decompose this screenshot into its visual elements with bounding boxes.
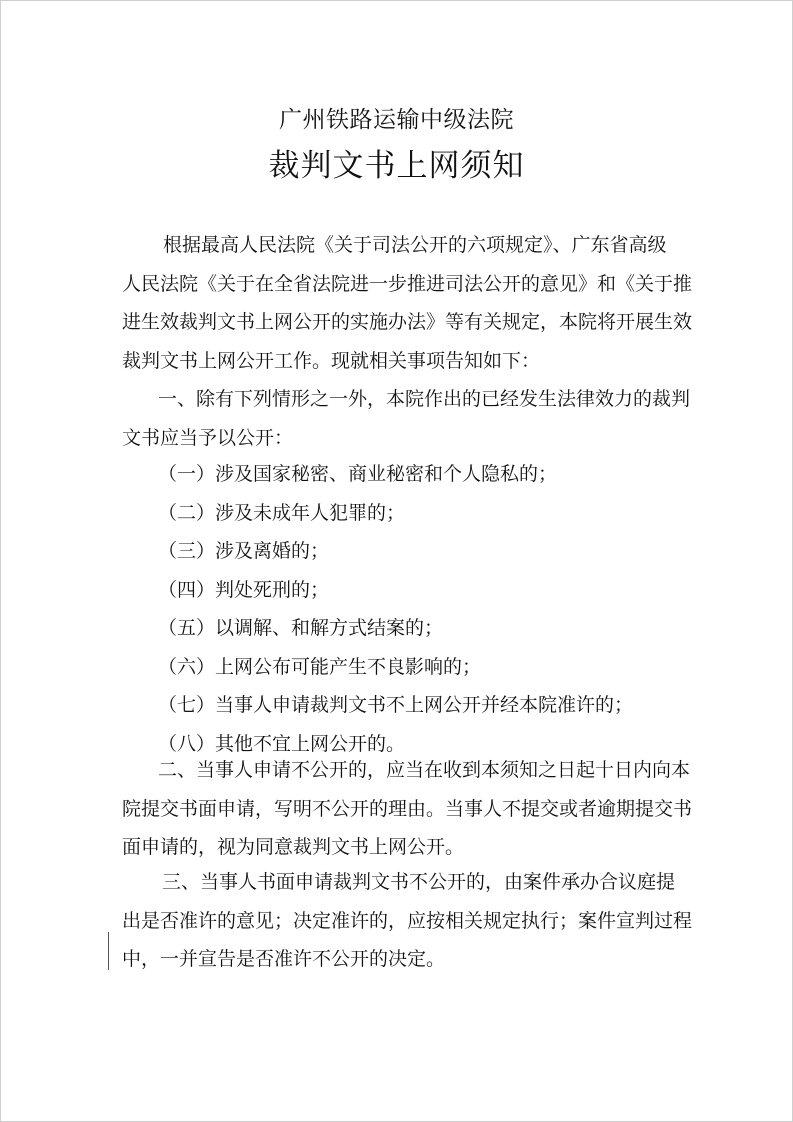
list-item: （五）以调解、和解方式结案的； <box>158 617 444 639</box>
exceptions-list <box>0 455 633 763</box>
notice-title: 裁判文书上网须知 <box>268 148 525 184</box>
section-two-line: 院提交书面申请，写明不公开的理由。当事人不提交或者逾期提交书 <box>122 797 693 820</box>
court-name-title: 广州铁路运输中级法院 <box>279 107 514 133</box>
section-two-line: 二、当事人申请不公开的，应当在收到本须知之日起十日内向本 <box>158 759 691 781</box>
intro-paragraph <box>0 226 692 380</box>
section-three-line: 三、当事人书面申请裁判文书不公开的，由案件承办合议庭提 <box>162 871 676 893</box>
section-one-line: 一、除有下列情形之一外，本院作出的已经发生法律效力的裁判 <box>158 388 691 410</box>
list-item: （二）涉及未成年人犯罪的； <box>158 501 406 524</box>
section-three-line: 中，一并宣告是否准许不公开的决定。 <box>122 948 446 970</box>
intro-line: 根据最高人民法院《关于司法公开的六项规定》、广东省高级 <box>163 234 667 256</box>
list-item: （一）涉及国家秘密、商业秘密和个人隐私的； <box>158 463 558 485</box>
section-two <box>0 751 692 867</box>
list-item: （八）其他不宜上网公开的。 <box>158 732 406 755</box>
section-one-line: 文书应当予以公开： <box>122 426 294 449</box>
section-two-line: 面申请的，视为同意裁判文书上网公开。 <box>122 836 465 858</box>
list-item: （六）上网公布可能产生不良影响的； <box>158 655 482 678</box>
intro-line: 裁判文书上网公开工作。现就相关事项告知如下： <box>122 349 541 372</box>
section-one <box>0 380 690 457</box>
intro-line: 人民法院《关于在全省法院进一步推进司法公开的意见》和《关于推 <box>122 272 693 295</box>
section-three <box>0 863 692 979</box>
section-three-line: 出是否准许的意见；决定准许的，应按相关规定执行；案件宣判过程 <box>122 909 693 932</box>
list-item: （三）涉及离婚的； <box>158 540 330 562</box>
list-item: （四）判处死刑的； <box>158 578 330 601</box>
list-item: （七）当事人申请裁判文书不上网公开并经本院准许的； <box>158 694 634 716</box>
intro-line: 进生效裁判文书上网公开的实施办法》等有关规定，本院将开展生效 <box>122 311 693 333</box>
margin-line-mark <box>108 932 109 970</box>
